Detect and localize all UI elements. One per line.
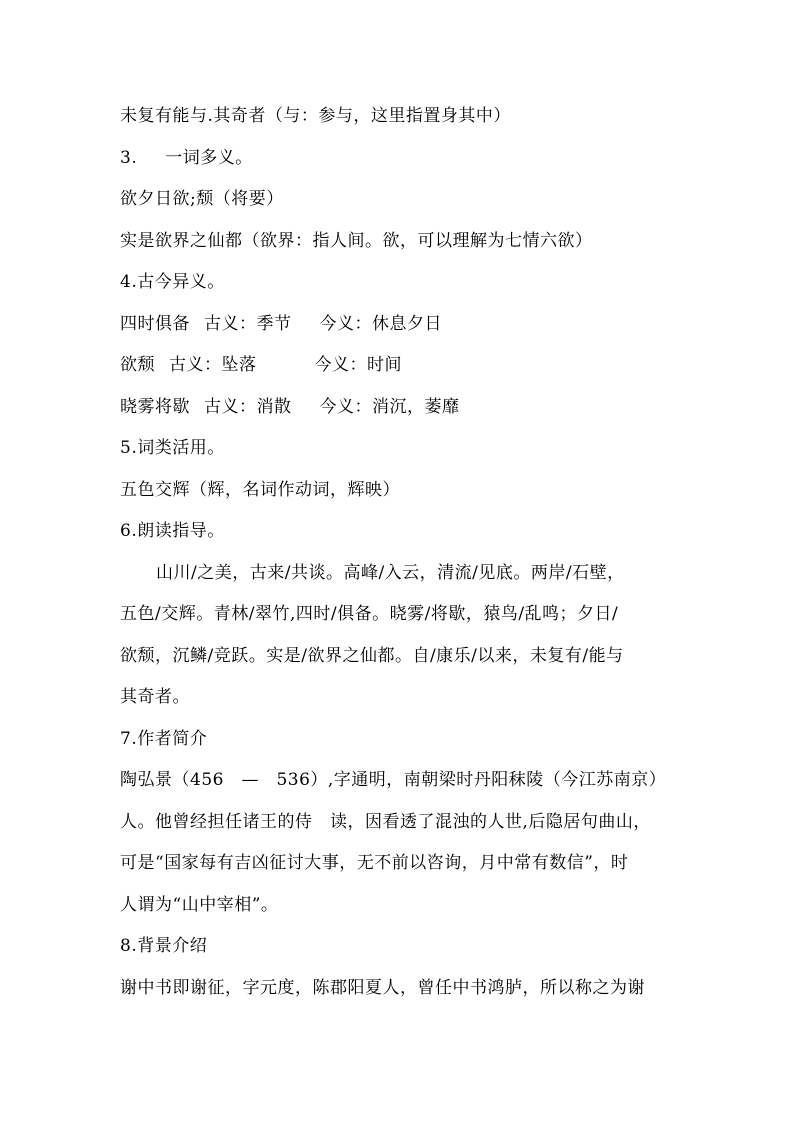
section-heading-7: 7.作者简介 (120, 728, 208, 749)
meaning-row-2 (120, 345, 692, 387)
section-heading-3 (120, 138, 692, 180)
word: 晓雾将歇 (120, 396, 190, 417)
reading-line: 五色/交辉。青林/翠竹,四时/俱备。晓雾/将歇，猿鸟/乱鸣；夕日/ (120, 604, 619, 624)
document-page (120, 96, 692, 1009)
heading-number: 3. (120, 147, 138, 168)
paragraph-line: 未复有能与.其奇者（与：参与，这里指置身其中） (120, 106, 511, 126)
modern-meaning: 今义：休息夕日 (319, 313, 442, 334)
meaning-row-3 (120, 387, 692, 429)
author-line: 人谓为“山中宰相”。 (120, 894, 279, 915)
reading-line: 其奇者。 (120, 687, 190, 707)
modern-meaning: 今义：消沉，萎靡 (319, 396, 460, 417)
section-heading-6: 6.朗读指导。 (120, 521, 225, 541)
section-heading-5: 5.词类活用。 (120, 438, 225, 458)
heading-text: 一词多义。 (165, 147, 253, 168)
ancient-meaning: 古义：坠落 (169, 355, 257, 375)
paragraph-line: 五色交辉（辉，名词作动词，辉映） (120, 479, 400, 500)
reading-line: 欲颓，沉鳞/竞跃。实是/欲界之仙都。自/康乐/以来，未复有/能与 (120, 645, 624, 666)
reading-line: 山川/之美，古来/共谈。高峰/入云，清流/见底。两岸/石壁， (156, 562, 625, 583)
section-heading-4: 4.古今异义。 (120, 272, 225, 292)
word: 四时俱备 (120, 313, 190, 334)
paragraph-line: 实是欲界之仙都（欲界：指人间。欲，可以理解为七情六欲） (120, 230, 593, 251)
modern-meaning: 今义：时间 (314, 355, 402, 375)
ancient-meaning: 古义：消散 (204, 396, 292, 417)
word: 欲颓 (120, 355, 155, 375)
author-line: 陶弘景（456 — 536）,字通明，南朝梁时丹阳秣陵（今江苏南京） (120, 770, 667, 790)
author-line: 可是“国家每有吉凶征讨大事，无不前以咨询，月中常有数信”，时 (120, 853, 629, 873)
meaning-row-1 (120, 304, 692, 346)
paragraph-line: 欲夕日欲;颓（将要） (120, 189, 284, 209)
section-heading-8: 8.背景介绍 (120, 936, 208, 956)
background-line: 谢中书即谢征，字元度，陈郡阳夏人，曾任中书鸿胪，所以称之为谢 (120, 977, 645, 998)
author-line: 人。他曾经担任诸王的侍 读，因看透了混浊的人世,后隐居句曲山， (120, 811, 651, 832)
ancient-meaning: 古义：季节 (204, 313, 292, 334)
